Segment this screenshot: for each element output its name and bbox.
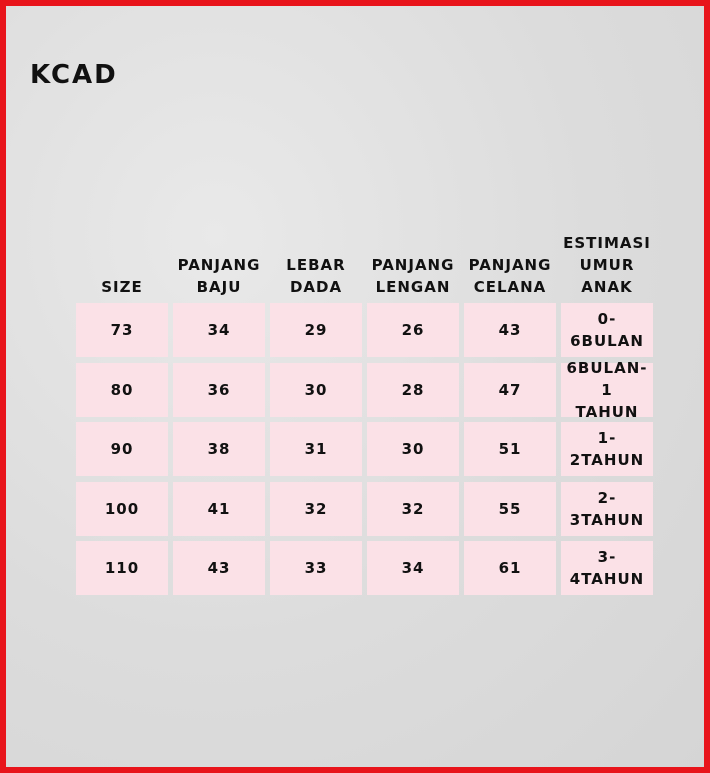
column-header-estimasi-umur: ESTIMASI UMUR ANAK — [563, 234, 651, 296]
table-cell: 73 — [76, 303, 168, 357]
table-cell: 51 — [464, 422, 556, 476]
table-cell: 29 — [270, 303, 362, 357]
table-cell: 34 — [173, 303, 265, 357]
table-cell: 80 — [76, 363, 168, 417]
table-cell: 47 — [464, 363, 556, 417]
table-cell: 110 — [76, 541, 168, 595]
table-cell: 43 — [173, 541, 265, 595]
table-cell: 0-6BULAN — [561, 303, 653, 357]
table-cell: 6BULAN-1 TAHUN — [561, 363, 653, 417]
table-cell: 32 — [367, 482, 459, 536]
column-header-lebar-dada: LEBAR DADA — [286, 256, 346, 296]
table-cell: 100 — [76, 482, 168, 536]
table-cell: 33 — [270, 541, 362, 595]
column-header-size: SIZE — [101, 278, 143, 296]
table-cell: 34 — [367, 541, 459, 595]
table-cell: 38 — [173, 422, 265, 476]
table-cell: 2-3TAHUN — [561, 482, 653, 536]
table-cell: 31 — [270, 422, 362, 476]
column-header-panjang-lengan: PANJANG LENGAN — [371, 256, 455, 296]
table-cell: 55 — [464, 482, 556, 536]
table-cell: 26 — [367, 303, 459, 357]
table-cell: 28 — [367, 363, 459, 417]
table-cell: 61 — [464, 541, 556, 595]
table-cell: 41 — [173, 482, 265, 536]
table-cell: 3- 4TAHUN — [561, 541, 653, 595]
brand-title: KCAD — [30, 60, 118, 90]
table-cell: 30 — [270, 363, 362, 417]
table-cell: 32 — [270, 482, 362, 536]
column-header-panjang-baju: PANJANG BAJU — [177, 256, 261, 296]
table-cell: 90 — [76, 422, 168, 476]
table-cell: 1-2TAHUN — [561, 422, 653, 476]
table-cell: 36 — [173, 363, 265, 417]
table-cell: 43 — [464, 303, 556, 357]
column-header-panjang-celana: PANJANG CELANA — [468, 256, 552, 296]
table-cell: 30 — [367, 422, 459, 476]
